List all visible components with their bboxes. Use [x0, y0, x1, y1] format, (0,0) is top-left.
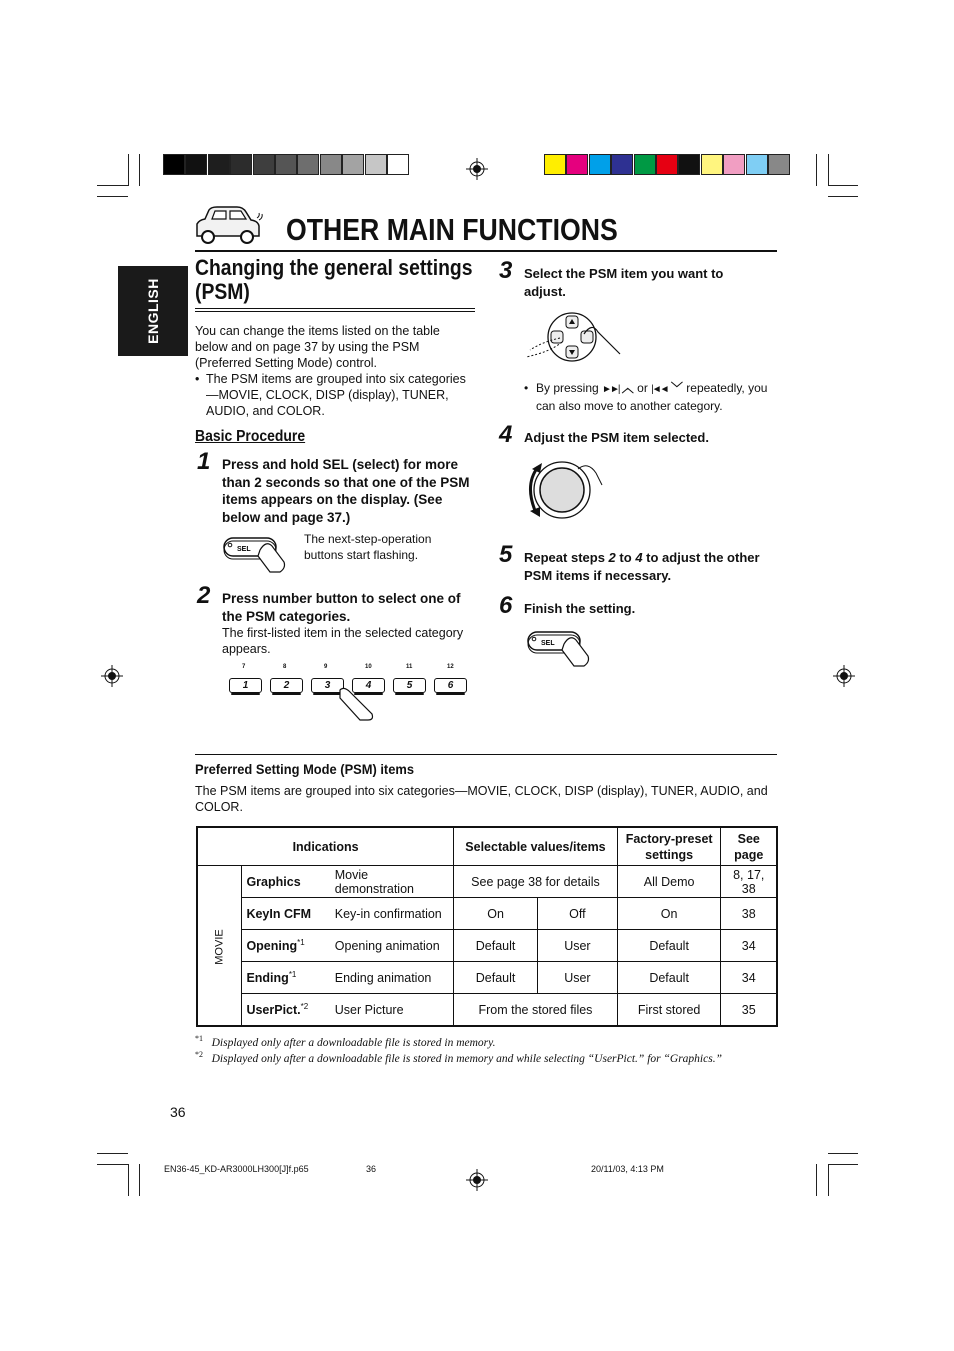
color-swatch [589, 154, 611, 175]
item-name: Ending [246, 971, 289, 986]
print-file-name: EN36-45_KD-AR3000LH300[J]f.p65 [164, 1164, 309, 1174]
step-5-text-c: to [619, 550, 632, 565]
preset-value: Default [617, 962, 721, 994]
table-header-row [197, 827, 777, 866]
registration-mark-icon [833, 665, 855, 687]
header-page [721, 827, 777, 866]
title-rule [195, 250, 777, 252]
basic-procedure-heading: Basic Procedure [195, 428, 306, 445]
footnote-text: Displayed only after a downloadable file is stored in memory and while selecting “UserPict.” for “Graphics.” [211, 1052, 722, 1065]
number-button-1: 1 [229, 678, 262, 693]
step-6-text: Finish the setting. [524, 601, 636, 616]
value-2: User [538, 930, 618, 962]
registration-mark-icon [101, 665, 123, 687]
item-name-cell [242, 898, 331, 930]
item-name: UserPict. [246, 1003, 301, 1018]
crop-mark [97, 196, 128, 197]
psm-control-pad-icon [522, 312, 624, 362]
gray-swatch [275, 154, 297, 175]
language-label: ENGLISH [145, 278, 161, 344]
gray-swatch [297, 154, 319, 175]
number-button-2: 2 [270, 678, 303, 693]
see-page: 35 [721, 994, 777, 1027]
crop-mark [816, 154, 817, 186]
step-4-number: 4 [499, 421, 513, 448]
print-page: 36 [366, 1164, 377, 1174]
value-1: Default [454, 930, 538, 962]
color-swatch [746, 154, 768, 175]
print-date: 20/11/03, 4:13 PM [591, 1164, 664, 1174]
header-preset-line2: settings [645, 847, 694, 862]
intro-bullet: The PSM items are grouped into six categories—MOVIE, CLOCK, DISP (display), TUNER, AUDIO, and COLOR. [206, 372, 466, 418]
bullet-mark: • [524, 381, 529, 395]
table-row [197, 898, 777, 930]
step-5-number: 5 [499, 541, 513, 568]
item-name-cell [242, 962, 331, 994]
crop-mark [128, 154, 129, 186]
step-5-text-e: to adjust the other PSM items if necessary. [524, 550, 760, 583]
number-button-5: 5 [393, 678, 426, 693]
header-preset-line1: Factory-preset [625, 831, 713, 846]
crop-mark [828, 1164, 858, 1165]
value-2: User [538, 962, 618, 994]
crop-mark [97, 1153, 128, 1154]
item-description: Ending animation [331, 962, 454, 994]
registration-mark-icon [466, 158, 488, 180]
crop-mark [828, 185, 858, 186]
color-swatch [611, 154, 633, 175]
value-1: Default [454, 962, 538, 994]
color-swatch [656, 154, 678, 175]
color-swatch [634, 154, 656, 175]
control-dial-icon [518, 455, 604, 525]
crop-mark [139, 154, 140, 186]
step-3-text: Select the PSM item you want to adjust. [524, 266, 724, 299]
value: See page 38 for details [454, 866, 618, 898]
sel-button-label: SEL [237, 546, 251, 553]
item-description: Movie demonstration [331, 866, 454, 898]
step-3-note [536, 380, 781, 414]
next-track-icon: ►►| [602, 384, 619, 395]
header-page-line1: See [737, 831, 760, 846]
step-3-number: 3 [499, 257, 513, 284]
table-row [197, 994, 777, 1027]
down-arrow-icon: ﹀ [670, 381, 683, 395]
color-swatch [678, 154, 700, 175]
gray-swatch [387, 154, 409, 175]
see-page: 8, 17, 38 [721, 866, 777, 898]
header-page-line2: page [734, 847, 764, 862]
crop-mark [828, 154, 829, 186]
number-button-4: 4 [352, 678, 385, 693]
crop-mark [97, 185, 128, 186]
table-row [197, 930, 777, 962]
preset-value: First stored [617, 994, 721, 1027]
item-description: Key-in confirmation [331, 898, 454, 930]
step-1-note: The next-step-operation buttons start flashing. [304, 532, 432, 562]
step-3-note-suffix: repeatedly, you can also move to another category. [536, 381, 768, 413]
page-title: OTHER MAIN FUNCTIONS [286, 212, 618, 247]
step-3-note-or: or [637, 381, 648, 395]
item-description: User Picture [331, 994, 454, 1027]
table-section-rule [195, 754, 777, 755]
value-2: Off [538, 898, 618, 930]
value-1: On [454, 898, 538, 930]
psm-table [196, 826, 778, 1027]
item-name-cell [242, 994, 331, 1027]
step-1-number: 1 [197, 448, 211, 475]
sel-button-icon [222, 532, 288, 574]
crop-mark [128, 1164, 129, 1196]
header-indications: Indications [197, 827, 454, 866]
see-page: 34 [721, 930, 777, 962]
see-page: 38 [721, 898, 777, 930]
finger-icon [336, 686, 376, 722]
step-3-note-prefix: By pressing [536, 381, 599, 395]
language-tab [118, 266, 188, 356]
section-rule [195, 311, 475, 312]
item-name-cell [242, 866, 331, 898]
item-name-cell [242, 930, 331, 962]
previous-track-icon: |◄◄ [651, 384, 668, 395]
crop-mark [816, 1164, 817, 1196]
header-preset [617, 827, 721, 866]
gray-swatch [163, 154, 185, 175]
number-button-top-label: 10 [365, 664, 372, 670]
registration-mark-icon [466, 1169, 488, 1191]
header-values: Selectable values/items [454, 827, 618, 866]
gray-swatch [253, 154, 275, 175]
step-5-text [524, 549, 774, 584]
step-6-number: 6 [499, 592, 513, 619]
gray-swatch [320, 154, 342, 175]
item-footnote-mark: *1 [288, 969, 297, 979]
preset-value: Default [617, 930, 721, 962]
preset-value: On [617, 898, 721, 930]
value: From the stored files [454, 994, 618, 1027]
car-icon [193, 204, 263, 246]
number-button-top-label: 7 [242, 664, 246, 670]
crop-mark [139, 1164, 140, 1196]
up-arrow-icon: ︿ [621, 381, 634, 395]
gray-swatch [208, 154, 230, 175]
crop-mark [828, 1153, 858, 1154]
section-title: Changing the general settings (PSM) [195, 255, 473, 304]
step-5-step-ref: 4 [635, 550, 643, 565]
footnote-mark: *1 [195, 1034, 203, 1043]
category-cell [197, 866, 242, 1027]
item-name: Graphics [246, 874, 301, 889]
footnote-mark: *2 [195, 1050, 203, 1059]
item-name: Opening [246, 939, 298, 954]
color-swatch [544, 154, 566, 175]
number-button-6: 6 [434, 678, 467, 693]
item-footnote-mark: *1 [297, 937, 305, 947]
number-button-top-label: 12 [447, 664, 454, 670]
number-button-top-label: 8 [283, 664, 287, 670]
sel-button-icon [526, 626, 592, 668]
crop-mark [828, 1164, 829, 1196]
gray-swatch [342, 154, 364, 175]
step-2-number: 2 [197, 582, 211, 609]
gray-swatch [230, 154, 252, 175]
number-button-top-label: 11 [406, 664, 413, 670]
preset-value: All Demo [617, 866, 721, 898]
step-2-text: Press number button to select one of the PSM categories. [222, 591, 461, 624]
step-1-text: Press and hold SEL (select) for more than 2 seconds so that one of the PSM items appears on the display. (See below and page 37.) [222, 457, 470, 525]
gray-swatch [185, 154, 207, 175]
see-page: 34 [721, 962, 777, 994]
intro-text: You can change the items listed on the table below and on page 37 by using the PSM (Preferred Setting Mode) control. [195, 324, 440, 370]
sel-button-label: SEL [541, 640, 555, 647]
item-footnote-mark: *2 [300, 1001, 309, 1011]
table-row [197, 962, 777, 994]
page-number: 36 [170, 1104, 186, 1120]
table-heading: Preferred Setting Mode (PSM) items [195, 761, 415, 777]
step-5-step-ref: 2 [608, 550, 616, 565]
category-label: MOVIE [213, 928, 226, 965]
bullet-mark: • [195, 372, 200, 386]
crop-mark [828, 196, 858, 197]
step-5-text-a: Repeat steps [524, 550, 605, 565]
color-swatch [701, 154, 723, 175]
color-swatch [768, 154, 790, 175]
step-2-note: The first-listed item in the selected category appears. [222, 626, 464, 656]
table-row [197, 866, 777, 898]
color-swatch [723, 154, 745, 175]
number-button-3: 3 [311, 678, 344, 693]
crop-mark [97, 1164, 128, 1165]
item-name: KeyIn CFM [246, 906, 312, 921]
step-4-text: Adjust the PSM item selected. [524, 430, 709, 445]
color-swatch [566, 154, 588, 175]
footnote-text: Displayed only after a downloadable file is stored in memory. [211, 1036, 496, 1049]
section-rule [195, 308, 475, 309]
number-button-top-label: 9 [324, 664, 328, 670]
table-description: The PSM items are grouped into six categories—MOVIE, CLOCK, DISP (display), TUNER, AUDIO, and COLOR. [195, 784, 768, 814]
footnote-1 [195, 1034, 495, 1049]
footnote-2 [195, 1050, 722, 1065]
gray-swatch [365, 154, 387, 175]
item-description: Opening animation [331, 930, 454, 962]
